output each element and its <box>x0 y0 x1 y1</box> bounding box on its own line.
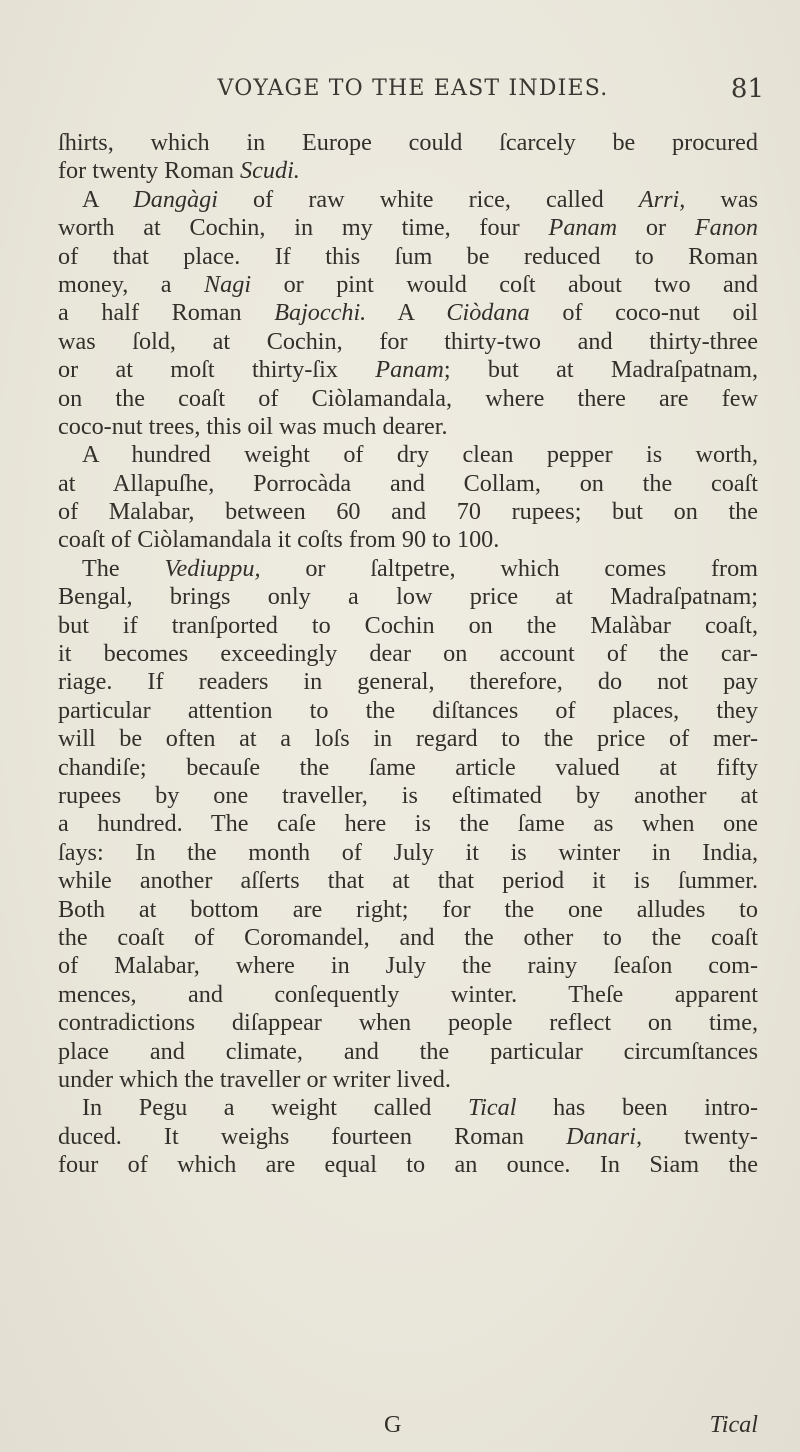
text-run: A <box>366 299 447 327</box>
text-run: or <box>617 214 695 242</box>
text-line <box>58 924 758 952</box>
text-run: riage. If readers in general, therefore, do not pay <box>58 668 758 696</box>
text-line <box>58 952 758 980</box>
text-run: ; but at Madraſpatnam, <box>443 356 759 384</box>
text-run: four of which are equal to an ounce. In Siam the <box>58 1151 758 1179</box>
text-line <box>58 981 758 1009</box>
text-line <box>58 867 758 895</box>
italic-term: Fanon <box>694 214 759 242</box>
text-line <box>58 1066 758 1094</box>
text-line <box>58 441 758 469</box>
text-run: coco-nut trees, this oil was much dearer. <box>58 412 448 440</box>
text-run: it becomes exceedingly dear on account of the car- <box>58 640 758 668</box>
text-run: but if tranſported to Cochin on the Malàbar coaſt, <box>58 611 758 639</box>
text-line <box>58 1123 758 1151</box>
text-line <box>58 612 758 640</box>
text-run: particular attention to the diſtances of places, they <box>58 696 758 724</box>
text-run: Bengal, brings only a low price at Madraſpatnam; <box>58 583 758 611</box>
text-run: of Malabar, between 60 and 70 rupees; but on the <box>58 498 758 526</box>
text-run: worth at Cochin, in my time, four <box>58 214 549 242</box>
text-run: duced. It weighs fourteen Roman <box>58 1122 567 1150</box>
italic-term: Dangàgi <box>133 185 218 213</box>
text-run: of coco-nut oil <box>529 299 758 327</box>
text-run: coaſt of Ciòlamandala it coſts from 90 to 100. <box>58 526 500 554</box>
text-line <box>58 498 758 526</box>
italic-term: Arri, <box>638 185 686 213</box>
text-run: or at moſt thirty-ſix <box>58 356 376 384</box>
text-run: chandiſe; becauſe the ſame article valued at fifty <box>58 753 758 781</box>
text-run: on the coaſt of Ciòlamandala, where there are few <box>58 384 758 412</box>
italic-term: Nagi <box>204 270 252 298</box>
text-run: at Allapuſhe, Porrocàda and Collam, on the coaſt <box>58 469 758 497</box>
italic-term: Bajocchi. <box>274 299 367 327</box>
text-run: has been intro- <box>516 1094 758 1122</box>
text-line <box>58 186 758 214</box>
text-line <box>58 640 758 668</box>
text-line <box>58 754 758 782</box>
text-run: the coaſt of Coromandel, and the other to the coaſt <box>58 923 758 951</box>
text-run: was ſold, at Cochin, for thirty-two and thirty-three <box>58 327 758 355</box>
italic-term: Panam <box>548 214 618 242</box>
text-run: twenty- <box>642 1122 758 1150</box>
text-run: Both at bottom are right; for the one alludes to <box>58 895 758 923</box>
text-line <box>58 839 758 867</box>
text-line <box>58 243 758 271</box>
text-run: money, a <box>58 270 205 298</box>
running-title: VOYAGE TO THE EAST INDIES. <box>217 76 609 101</box>
italic-term: Danari, <box>566 1122 642 1150</box>
text-run: or ſaltpetre, which comes from <box>260 554 758 582</box>
text-line <box>58 385 758 413</box>
text-line <box>58 328 758 356</box>
text-run: will be often at a loſs in regard to the price of mer- <box>58 725 758 753</box>
text-line <box>58 896 758 924</box>
text-line <box>58 299 758 327</box>
text-line <box>58 782 758 810</box>
text-line <box>58 697 758 725</box>
running-head <box>60 74 766 110</box>
text-run: for twenty Roman <box>58 157 241 185</box>
text-run: under which the traveller or writer lived. <box>58 1065 451 1093</box>
text-line <box>58 1038 758 1066</box>
text-line <box>58 810 758 838</box>
text-line <box>58 1151 758 1179</box>
italic-term: Scudi. <box>240 157 300 185</box>
text-run: contradictions diſappear when people reflect on time, <box>58 1009 758 1037</box>
text-run: place and climate, and the particular circumſtances <box>58 1037 758 1065</box>
text-line <box>58 1094 758 1122</box>
signature-mark: G <box>384 1411 402 1438</box>
text-line <box>58 470 758 498</box>
text-run: The <box>82 554 165 582</box>
catchword: Tical <box>709 1411 758 1438</box>
text-run: ſhirts, which in Europe could ſcarcely be procured <box>58 129 758 156</box>
text-line <box>58 214 758 242</box>
text-run: A hundred weight of dry clean pepper is worth, <box>82 441 758 469</box>
text-line <box>58 1009 758 1037</box>
text-run: of raw white rice, called <box>217 185 639 213</box>
text-run: of that place. If this ſum be reduced to Roman <box>58 242 758 270</box>
text-line <box>58 129 758 157</box>
text-run: A <box>82 185 134 213</box>
page-number: 81 <box>730 74 764 104</box>
text-line <box>58 157 758 185</box>
text-line <box>58 356 758 384</box>
text-run: of Malabar, where in July the rainy ſeaſon com- <box>58 952 758 980</box>
text-line <box>58 725 758 753</box>
text-line <box>58 583 758 611</box>
text-line <box>58 555 758 583</box>
text-run: In Pegu a weight called <box>82 1094 469 1122</box>
italic-term: Vediuppu, <box>164 554 261 582</box>
text-run: a hundred. The caſe here is the ſame as when one <box>58 810 758 838</box>
text-run: was <box>685 185 758 213</box>
text-run: mences, and conſequently winter. Theſe apparent <box>58 980 758 1008</box>
text-run: a half Roman <box>58 299 275 327</box>
text-run: rupees by one traveller, is eſtimated by another at <box>58 781 758 809</box>
text-line <box>58 526 758 554</box>
body-text <box>58 129 758 1179</box>
italic-term: Tical <box>468 1094 517 1122</box>
text-line <box>58 413 758 441</box>
text-line <box>58 271 758 299</box>
text-run: ſays: In the month of July it is winter in India, <box>58 838 758 866</box>
text-run: or pint would coſt about two and <box>251 270 758 298</box>
text-run: while another aſſerts that at that period it is ſummer. <box>58 867 758 895</box>
italic-term: Ciòdana <box>446 299 530 327</box>
text-line <box>58 668 758 696</box>
italic-term: Panam <box>375 356 444 384</box>
